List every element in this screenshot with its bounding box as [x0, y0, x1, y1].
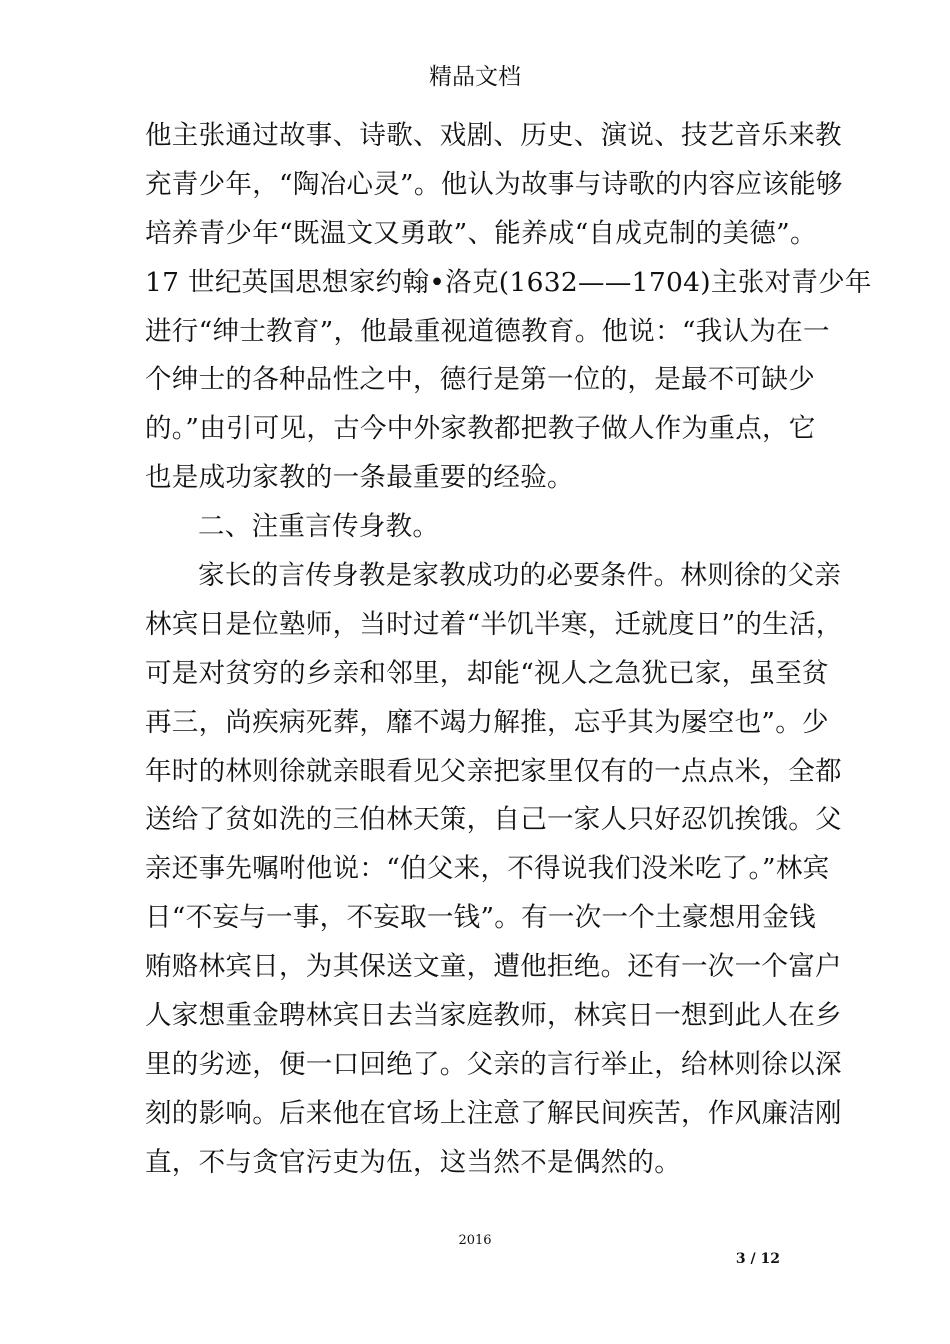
text-line: 里的劣迹，便一口回绝了。父亲的言行举止，给林则徐以深 [145, 1048, 842, 1080]
page-number: 3 / 12 [735, 1251, 780, 1267]
text-line: 送给了贫如洗的三伯林天策，自己一家人只好忍饥挨饿。父 [145, 804, 842, 836]
text-line: 亲还事先嘱咐他说：“伯父来，不得说我们没米吃了。”林宾 [145, 853, 830, 885]
text-line: 可是对贫穷的乡亲和邻里，却能“视人之急犹已家，虽至贫 [145, 657, 829, 689]
text-line: 刻的影响。后来他在官场上注意了解民间疾苦，作风廉洁刚 [145, 1097, 842, 1129]
text-line: 的。”由引可见，古今中外家教都把教子做人作为重点，它 [145, 413, 816, 445]
text-line: 日“不妄与一事，不妄取一钱”。有一次一个土豪想用金钱 [145, 902, 816, 934]
text-line: 再三，尚疾病死葬，靡不竭力解推，忘乎其为屡空也”。少 [145, 706, 829, 738]
paragraph-first-line: 家长的言传身教是家教成功的必要条件。林则徐的父亲 [198, 560, 842, 592]
text-line: 年时的林则徐就亲眼看见父亲把家里仅有的一点点米，全都 [145, 755, 842, 787]
text-line: 也是成功家教的一条最重要的经验。 [145, 462, 574, 494]
text-line: 个绅士的各种品性之中，德行是第一位的，是最不可缺少 [145, 364, 815, 396]
text-line: 充青少年，“陶冶心灵”。他认为故事与诗歌的内容应该能够 [145, 168, 843, 200]
text-line: 林宾日是位塾师，当时过着“半饥半寒，迁就度日”的生活， [145, 608, 843, 640]
text-line: 培养青少年“既温文又勇敢”、能养成“自成克制的美德”。 [145, 217, 817, 249]
text-line: 人家想重金聘林宾日去当家庭教师，林宾日一想到此人在乡 [145, 1000, 842, 1032]
section-heading: 二、注重言传身教。 [198, 511, 440, 543]
page-header: 精品文档 [429, 64, 521, 90]
text-line: 他主张通过故事、诗歌、戏剧、历史、演说、技艺音乐来教 [145, 120, 842, 151]
text-line: 贿赂林宾日，为其保送文童，遭他拒绝。还有一次一个富户 [145, 951, 842, 983]
text-line: 17 世纪英国思想家约翰•洛克(1632——1704)主张对青少年 [145, 266, 872, 298]
text-line: 直，不与贪官污吏为伍，这当然不是偶然的。 [145, 1146, 681, 1178]
text-line: 进行“绅士教育”，他最重视道德教育。他说：“我认为在一 [145, 315, 830, 347]
document-body [145, 112, 872, 1188]
footer-year: 2016 [458, 1233, 492, 1248]
